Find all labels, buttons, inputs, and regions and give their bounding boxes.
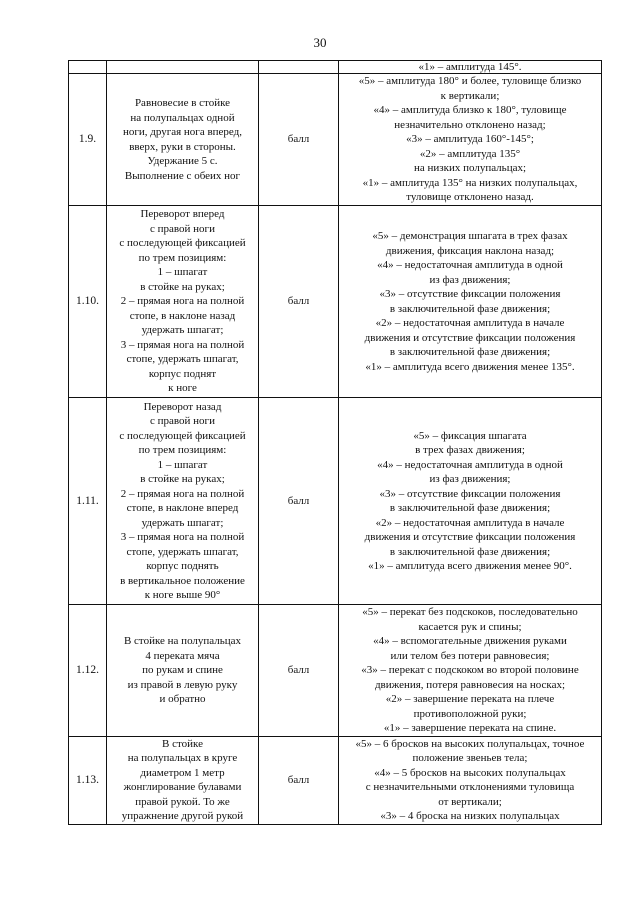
exercise-line: на полупальцах в круге [127,752,238,764]
criteria-line: противоположной руки; [413,707,527,720]
exercise-description [107,398,259,605]
exercise-line: по трем позициям: [138,444,227,456]
criteria-cell [339,74,602,206]
exercise-description [107,74,259,206]
exercise-line: стопе, удержать шпагат, [126,353,239,366]
criteria-line: «3» – 4 броска на низких полупальцах [380,810,560,822]
exercise-line: Переворот назад [143,400,222,413]
exercise-line: в вертикальное положение [120,574,245,587]
criteria-line: касается рук и спины; [418,620,522,633]
exercise-line: упражнение другой рукой [121,810,244,822]
row-number: 1.9. [69,74,107,206]
criteria-line: к вертикали; [440,89,500,102]
criteria-line: «2» – амплитуда 135° [419,147,521,160]
exercise-line: в стойке на руках; [140,280,225,293]
criteria-line: движения и отсутствие фиксации положения [364,331,576,344]
exercise-line: 1 – шпагат [157,458,208,471]
table-row [69,206,602,398]
criteria-line: «4» – недостаточная амплитуда в одной [377,259,563,271]
criteria-line: положение звеньев тела; [412,752,528,764]
criteria-line: «4» – недостаточная амплитуда в одной [377,458,563,471]
unit-cell [259,61,339,74]
criteria-cell [339,398,602,605]
exercise-line: корпус поднят [148,367,217,380]
criteria-line: незначительно отклонено назад; [394,118,546,131]
criteria-cell [339,206,602,398]
table-row [69,736,602,824]
criteria-line: «4» – 5 бросков на высоких полупальцах [374,766,566,779]
criteria-line: «2» – завершение переката на плече [385,693,555,705]
exercise-line: стопе, удержать шпагат, [126,545,239,558]
exercise-line: Равновесие в стойке [134,97,231,109]
exercise-line: 4 переката мяча [145,649,220,662]
exercise-line: правой рукой. То же [135,795,230,808]
row-number: 1.12. [69,605,107,737]
criteria-line: движения, фиксация наклона назад; [385,244,555,257]
criteria-line: из фаз движения; [429,273,511,286]
exercise-line: с последующей фиксацией [119,429,246,442]
exercise-line: 2 – прямая нога на полной [120,487,245,500]
criteria-line: из фаз движения; [429,473,511,485]
exercise-line: к ноге выше 90° [144,589,221,601]
unit-cell: балл [259,206,339,398]
criteria-line: «2» – недостаточная амплитуда в начале [375,516,565,529]
exercise-line: 3 – прямая нога на полной [120,338,245,351]
criteria-cell [339,61,602,74]
criteria-line: движения, потеря равновесия на носках; [374,678,566,691]
criteria-line: «1» – амплитуда всего движения менее 90°. [368,560,572,572]
criteria-line: в заключительной фазе движения; [389,545,551,558]
exercise-line: по рукам и спине [142,664,223,676]
criteria-table [68,60,602,825]
criteria-line: с незначительными отклонениями туловища [365,781,575,793]
exercise-line: жонглирование булавами [123,781,242,793]
exercise-line: удержать шпагат; [141,324,224,337]
exercise-description [107,61,259,74]
criteria-cell [339,605,602,737]
criteria-line: «2» – недостаточная амплитуда в начале [375,317,565,329]
exercise-line: удержать шпагат; [141,516,224,529]
table-row [69,605,602,737]
exercise-line: вверх, руки в стороны. [129,140,236,153]
criteria-line: в заключительной фазе движения; [389,502,551,514]
criteria-line: «5» – демонстрация шпагата в трех фазах [372,230,568,242]
exercise-line: в стойке на руках; [140,473,225,485]
exercise-line: 2 – прямая нога на полной [120,295,245,308]
criteria-line: «1» – амплитуда всего движения менее 135°. [365,360,575,373]
criteria-line: «3» – амплитуда 160°-145°; [406,133,534,146]
criteria-line: в заключительной фазе движения; [389,346,551,358]
table-row [69,61,602,74]
exercise-line: и обратно [159,693,206,705]
criteria-line: в трех фазах движения; [415,444,525,456]
criteria-line: или телом без потери равновесия; [390,649,550,662]
criteria-line: «4» – вспомогательные движения руками [373,635,567,647]
exercise-line: с правой ноги [150,415,215,427]
criteria-line: туловище отклонено назад. [406,191,534,204]
exercise-description [107,605,259,737]
criteria-line: «1» – завершение переката на спине. [383,722,557,734]
exercise-line: 3 – прямая нога на полной [120,531,245,543]
criteria-line: «3» – перекат с подскоком во второй половине [361,664,579,676]
criteria-line: «5» – перекат без подскоков, последовательно [362,606,578,618]
page-number: 30 [313,35,327,50]
exercise-line: на полупальцах одной [130,111,235,124]
unit-cell: балл [259,398,339,605]
criteria-line: «4» – амплитуда близко к 180°, туловище [373,104,567,117]
criteria-line: на низких полупальцах; [413,162,527,175]
criteria-cell [339,736,602,824]
exercise-line: 1 – шпагат [157,266,208,279]
exercise-line: стопе, в наклоне вперед [126,502,239,514]
criteria-line: «1» – амплитуда 145°. [418,61,522,73]
exercise-line: из правой в левую руку [127,678,238,691]
exercise-line: к ноге [168,382,197,395]
criteria-line: движения и отсутствие фиксации положения [364,531,576,543]
criteria-line: от вертикали; [438,795,502,808]
exercise-line: В стойке на полупальцах [123,635,242,647]
criteria-line: «5» – амплитуда 180° и более, туловище близко [358,75,582,88]
criteria-line: в заключительной фазе движения; [389,302,551,315]
criteria-line: «5» – 6 бросков на высоких полупальцах, точное [355,737,585,750]
exercise-line: с последующей фиксацией [119,237,246,250]
exercise-description [107,206,259,398]
criteria-line: «5» – фиксация шпагата [413,429,527,442]
exercise-line: ноги, другая нога вперед, [122,126,243,138]
exercise-line: корпус поднять [146,560,219,572]
exercise-description [107,736,259,824]
row-number: 1.13. [69,736,107,824]
table-row [69,74,602,206]
row-number: 1.10. [69,206,107,398]
exercise-line: диаметром 1 метр [140,766,225,779]
unit-cell: балл [259,736,339,824]
criteria-line: «3» – отсутствие фиксации положения [379,288,561,300]
table-row [69,398,602,605]
exercise-line: стопе, в наклоне назад [129,309,236,322]
criteria-line: «1» – амплитуда 135° на низких полупальцах, [362,176,578,189]
unit-cell: балл [259,74,339,206]
row-number [69,61,107,74]
exercise-line: по трем позициям: [138,251,227,264]
criteria-line: «3» – отсутствие фиксации положения [379,487,561,500]
exercise-line: Выполнение с обеих ног [124,169,241,182]
exercise-line: Удержание 5 с. [147,155,218,167]
exercise-line: с правой ноги [150,222,215,235]
exercise-line: В стойке [162,737,203,750]
row-number: 1.11. [69,398,107,605]
exercise-line: Переворот вперед [140,208,225,221]
unit-cell: балл [259,605,339,737]
